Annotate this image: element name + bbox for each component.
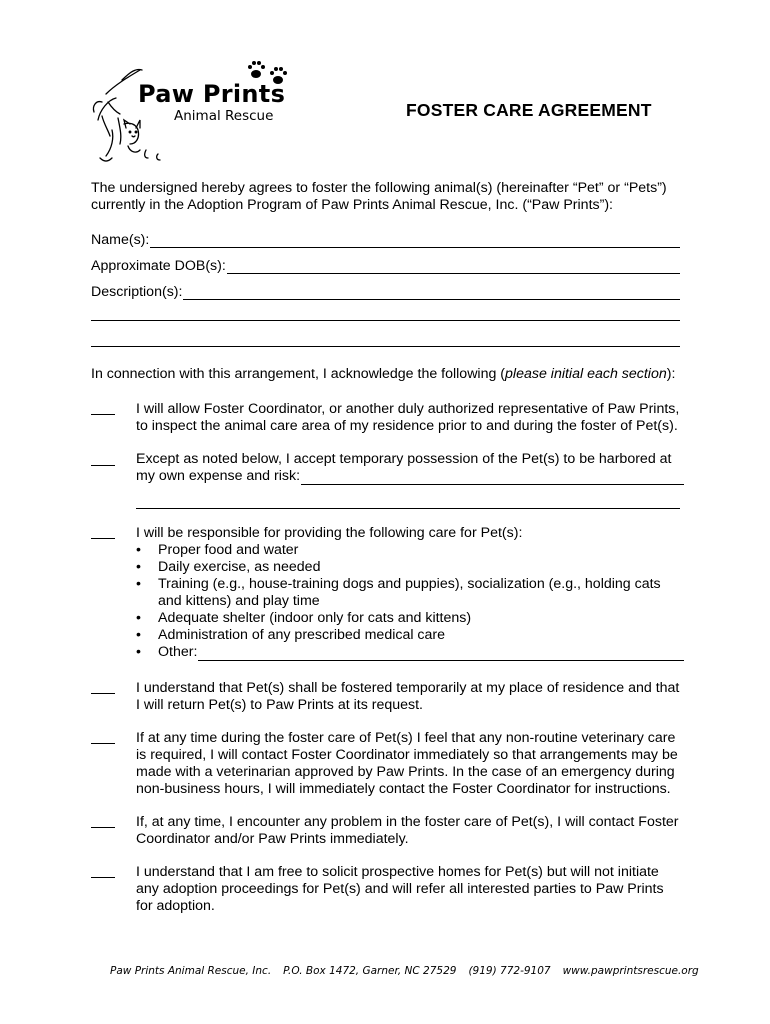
logo-tagline: Animal Rescue bbox=[174, 108, 274, 124]
care-item-other bbox=[136, 644, 684, 661]
section-inspect: I will allow Foster Coordinator, or another duly authorized representative of Paw Prints, to inspect the animal care area of my residence prior to and during the foster of Pet(s). bbox=[136, 401, 680, 434]
paw-prints-logo bbox=[86, 58, 316, 170]
care-item: • Proper food and water bbox=[136, 542, 684, 559]
care-other-line[interactable] bbox=[198, 646, 684, 661]
initial-line-possession[interactable] bbox=[91, 465, 115, 466]
names-label: Name(s): bbox=[91, 232, 150, 248]
acknowledge-before: In connection with this arrangement, I acknowledge the following ( bbox=[91, 366, 506, 382]
initial-line-temporary[interactable] bbox=[91, 693, 115, 694]
footer-address: P.O. Box 1472, Garner, NC 27529 bbox=[283, 964, 457, 977]
initial-line-veterinary[interactable] bbox=[91, 743, 115, 744]
care-item: • Adequate shelter (indoor only for cats and kittens) bbox=[136, 610, 684, 627]
care-item: • Daily exercise, as needed bbox=[136, 559, 684, 576]
section-veterinary: If at any time during the foster care of Pet(s) I feel that any non-routine veterinary care is required, I will contact Foster Coordinator immediately so that arrangements may be made with a veterinarian approved by Paw Prints. In the case of an emergency during non-business hours, I will immediately contact the Foster Coordinator for instructions. bbox=[136, 730, 678, 797]
acknowledge-after: ): bbox=[666, 366, 676, 382]
possession-exception-line-2[interactable] bbox=[136, 508, 680, 509]
section-adoption: I understand that I am free to solicit prospective homes for Pet(s) but will not initiate any adoption proceedings for Pet(s) and will refer all interested parties to Paw Prints for adoption. bbox=[136, 864, 664, 914]
names-field bbox=[91, 232, 680, 248]
initial-line-care[interactable] bbox=[91, 538, 115, 539]
dob-field bbox=[91, 258, 680, 274]
section-care-intro: I will be responsible for providing the following care for Pet(s): bbox=[136, 525, 523, 541]
possession-line-2: my own expense and risk: bbox=[136, 468, 301, 484]
footer-website[interactable]: www.pawprintsrescue.org bbox=[562, 964, 699, 977]
description-line-2[interactable] bbox=[91, 320, 680, 321]
care-item: • Training (e.g., house-training dogs and puppies), socialization (e.g., holding cats and kittens) and play time bbox=[136, 576, 684, 610]
dob-label: Approximate DOB(s): bbox=[91, 258, 226, 274]
possession-line-2-row bbox=[136, 468, 684, 485]
acknowledge-statement bbox=[91, 366, 675, 382]
initial-line-problem[interactable] bbox=[91, 827, 115, 828]
names-line[interactable] bbox=[150, 233, 680, 248]
care-list bbox=[136, 542, 684, 661]
section-problem: If, at any time, I encounter any problem in the foster care of Pet(s), I will contact Foster Coordinator and/or Paw Prints immediately. bbox=[136, 814, 679, 847]
section-temporary: I understand that Pet(s) shall be fostered temporarily at my place of residence and that I will return Pet(s) to Paw Prints at its request. bbox=[136, 680, 680, 713]
description-field bbox=[91, 284, 680, 300]
description-line-3[interactable] bbox=[91, 346, 680, 347]
acknowledge-emphasis: please initial each section bbox=[505, 366, 667, 382]
initial-line-inspect[interactable] bbox=[91, 414, 115, 415]
footer-phone: (919) 772-9107 bbox=[468, 964, 551, 977]
footer bbox=[110, 962, 699, 979]
logo-name: Paw Prints bbox=[138, 80, 286, 108]
care-other-label: • Other: bbox=[158, 644, 198, 660]
possession-line-1: Except as noted below, I accept temporary possession of the Pet(s) to be harbored at bbox=[136, 451, 672, 467]
intro-paragraph: The undersigned hereby agrees to foster the following animal(s) (hereinafter “Pet” or “Pets”) currently in the Adoption Program of Paw Prints Animal Rescue, Inc. (“Paw Prints”): bbox=[91, 180, 667, 213]
section-possession bbox=[136, 451, 684, 485]
possession-exception-line[interactable] bbox=[301, 470, 684, 485]
dob-line[interactable] bbox=[227, 259, 680, 274]
description-line[interactable] bbox=[183, 285, 680, 300]
footer-org: Paw Prints Animal Rescue, Inc. bbox=[110, 964, 272, 977]
care-item: • Administration of any prescribed medical care bbox=[136, 627, 684, 644]
description-label: Description(s): bbox=[91, 284, 183, 300]
initial-line-adoption[interactable] bbox=[91, 877, 115, 878]
document-title: FOSTER CARE AGREEMENT bbox=[406, 100, 652, 120]
